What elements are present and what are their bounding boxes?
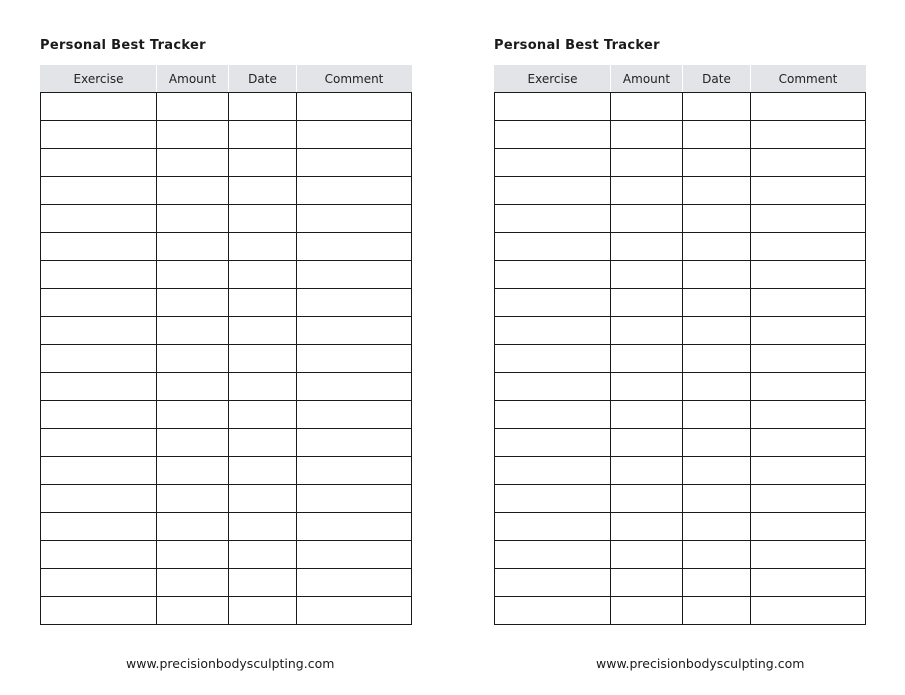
amount-cell[interactable] <box>611 597 683 625</box>
date-cell[interactable] <box>229 177 297 205</box>
comment-cell[interactable] <box>751 233 866 261</box>
comment-cell[interactable] <box>297 401 412 429</box>
exercise-cell[interactable] <box>41 121 157 149</box>
amount-cell[interactable] <box>611 177 683 205</box>
table-row <box>41 317 412 345</box>
comment-cell[interactable] <box>751 401 866 429</box>
comment-cell[interactable] <box>297 121 412 149</box>
table-body <box>41 93 412 625</box>
header-row <box>41 65 412 93</box>
date-cell[interactable] <box>229 93 297 121</box>
exercise-cell[interactable] <box>495 513 611 541</box>
comment-cell[interactable] <box>297 261 412 289</box>
comment-cell[interactable] <box>751 569 866 597</box>
table-row <box>495 457 866 485</box>
amount-cell[interactable] <box>157 205 229 233</box>
date-cell[interactable] <box>229 233 297 261</box>
exercise-cell[interactable] <box>41 261 157 289</box>
table-row <box>495 513 866 541</box>
comment-cell[interactable] <box>751 289 866 317</box>
comment-cell[interactable] <box>297 485 412 513</box>
table-row <box>495 121 866 149</box>
date-cell[interactable] <box>683 261 751 289</box>
comment-cell[interactable] <box>751 429 866 457</box>
table-row <box>41 597 412 625</box>
exercise-cell[interactable] <box>495 541 611 569</box>
amount-cell[interactable] <box>611 205 683 233</box>
table-row <box>495 205 866 233</box>
exercise-cell[interactable] <box>41 597 157 625</box>
table-row <box>495 541 866 569</box>
date-cell[interactable] <box>683 597 751 625</box>
date-cell[interactable] <box>229 149 297 177</box>
comment-cell[interactable] <box>751 541 866 569</box>
date-cell[interactable] <box>683 345 751 373</box>
comment-cell[interactable] <box>297 233 412 261</box>
date-cell[interactable] <box>229 401 297 429</box>
exercise-cell[interactable] <box>41 205 157 233</box>
comment-cell[interactable] <box>751 205 866 233</box>
comment-cell[interactable] <box>751 373 866 401</box>
table-row <box>41 485 412 513</box>
amount-cell[interactable] <box>157 93 229 121</box>
table-row <box>41 93 412 121</box>
column-header-comment: Comment <box>297 65 412 93</box>
table-row <box>41 233 412 261</box>
comment-cell[interactable] <box>751 485 866 513</box>
comment-cell[interactable] <box>297 569 412 597</box>
table-row <box>495 485 866 513</box>
date-cell[interactable] <box>229 289 297 317</box>
table-row <box>495 261 866 289</box>
sheet-title: Personal Best Tracker <box>494 38 660 53</box>
table-row <box>41 345 412 373</box>
amount-cell[interactable] <box>157 513 229 541</box>
exercise-cell[interactable] <box>495 177 611 205</box>
exercise-cell[interactable] <box>41 429 157 457</box>
column-header-exercise: Exercise <box>41 65 157 93</box>
tracker-sheet-right <box>494 0 866 695</box>
exercise-cell[interactable] <box>41 401 157 429</box>
date-cell[interactable] <box>229 513 297 541</box>
date-cell[interactable] <box>683 485 751 513</box>
exercise-cell[interactable] <box>41 93 157 121</box>
exercise-cell[interactable] <box>495 373 611 401</box>
website-footer: www.precisionbodysculpting.com <box>596 656 805 671</box>
date-cell[interactable] <box>229 429 297 457</box>
column-header-amount: Amount <box>611 65 683 93</box>
table-row <box>495 401 866 429</box>
date-cell[interactable] <box>683 149 751 177</box>
comment-cell[interactable] <box>297 345 412 373</box>
comment-cell[interactable] <box>297 457 412 485</box>
amount-cell[interactable] <box>611 261 683 289</box>
table-row <box>495 149 866 177</box>
exercise-cell[interactable] <box>495 93 611 121</box>
exercise-cell[interactable] <box>495 485 611 513</box>
amount-cell[interactable] <box>157 457 229 485</box>
date-cell[interactable] <box>683 401 751 429</box>
amount-cell[interactable] <box>157 233 229 261</box>
amount-cell[interactable] <box>611 289 683 317</box>
table-row <box>495 289 866 317</box>
amount-cell[interactable] <box>611 513 683 541</box>
header-row <box>495 65 866 93</box>
exercise-cell[interactable] <box>495 429 611 457</box>
exercise-cell[interactable] <box>495 597 611 625</box>
column-header-date: Date <box>229 65 297 93</box>
date-cell[interactable] <box>683 177 751 205</box>
date-cell[interactable] <box>229 373 297 401</box>
comment-cell[interactable] <box>297 541 412 569</box>
comment-cell[interactable] <box>297 149 412 177</box>
exercise-cell[interactable] <box>41 345 157 373</box>
exercise-cell[interactable] <box>41 485 157 513</box>
comment-cell[interactable] <box>751 261 866 289</box>
amount-cell[interactable] <box>611 149 683 177</box>
comment-cell[interactable] <box>297 205 412 233</box>
comment-cell[interactable] <box>751 317 866 345</box>
exercise-cell[interactable] <box>495 233 611 261</box>
date-cell[interactable] <box>683 289 751 317</box>
table-row <box>41 177 412 205</box>
comment-cell[interactable] <box>751 93 866 121</box>
comment-cell[interactable] <box>297 373 412 401</box>
amount-cell[interactable] <box>157 121 229 149</box>
exercise-cell[interactable] <box>495 289 611 317</box>
date-cell[interactable] <box>229 569 297 597</box>
date-cell[interactable] <box>683 373 751 401</box>
website-footer: www.precisionbodysculpting.com <box>126 656 335 671</box>
amount-cell[interactable] <box>611 541 683 569</box>
comment-cell[interactable] <box>751 513 866 541</box>
exercise-cell[interactable] <box>41 457 157 485</box>
comment-cell[interactable] <box>297 177 412 205</box>
date-cell[interactable] <box>229 317 297 345</box>
comment-cell[interactable] <box>751 121 866 149</box>
date-cell[interactable] <box>683 569 751 597</box>
table-row <box>41 457 412 485</box>
comment-cell[interactable] <box>751 457 866 485</box>
exercise-cell[interactable] <box>495 569 611 597</box>
date-cell[interactable] <box>683 513 751 541</box>
table-row <box>495 345 866 373</box>
comment-cell[interactable] <box>297 289 412 317</box>
amount-cell[interactable] <box>157 569 229 597</box>
date-cell[interactable] <box>229 261 297 289</box>
amount-cell[interactable] <box>611 401 683 429</box>
comment-cell[interactable] <box>751 149 866 177</box>
date-cell[interactable] <box>683 205 751 233</box>
amount-cell[interactable] <box>157 541 229 569</box>
table-row <box>41 373 412 401</box>
amount-cell[interactable] <box>157 149 229 177</box>
amount-cell[interactable] <box>157 373 229 401</box>
amount-cell[interactable] <box>611 93 683 121</box>
amount-cell[interactable] <box>611 121 683 149</box>
table-row <box>41 513 412 541</box>
exercise-cell[interactable] <box>495 401 611 429</box>
sheet-title: Personal Best Tracker <box>40 38 206 53</box>
exercise-cell[interactable] <box>495 205 611 233</box>
amount-cell[interactable] <box>157 429 229 457</box>
amount-cell[interactable] <box>157 261 229 289</box>
table-body <box>495 93 866 625</box>
date-cell[interactable] <box>683 541 751 569</box>
column-header-date: Date <box>683 65 751 93</box>
comment-cell[interactable] <box>751 177 866 205</box>
exercise-cell[interactable] <box>41 317 157 345</box>
exercise-cell[interactable] <box>495 345 611 373</box>
amount-cell[interactable] <box>611 373 683 401</box>
tracker-sheet-left <box>40 0 412 695</box>
amount-cell[interactable] <box>611 569 683 597</box>
amount-cell[interactable] <box>611 345 683 373</box>
table-row <box>495 233 866 261</box>
date-cell[interactable] <box>229 541 297 569</box>
date-cell[interactable] <box>683 233 751 261</box>
exercise-cell[interactable] <box>495 457 611 485</box>
exercise-cell[interactable] <box>41 233 157 261</box>
exercise-cell[interactable] <box>41 513 157 541</box>
date-cell[interactable] <box>683 429 751 457</box>
date-cell[interactable] <box>683 457 751 485</box>
table-row <box>495 569 866 597</box>
table-row <box>41 401 412 429</box>
exercise-cell[interactable] <box>495 261 611 289</box>
amount-cell[interactable] <box>157 401 229 429</box>
comment-cell[interactable] <box>297 93 412 121</box>
exercise-cell[interactable] <box>41 541 157 569</box>
date-cell[interactable] <box>229 457 297 485</box>
amount-cell[interactable] <box>611 429 683 457</box>
exercise-cell[interactable] <box>495 317 611 345</box>
exercise-cell[interactable] <box>41 177 157 205</box>
comment-cell[interactable] <box>751 597 866 625</box>
date-cell[interactable] <box>229 121 297 149</box>
exercise-cell[interactable] <box>41 373 157 401</box>
comment-cell[interactable] <box>297 317 412 345</box>
date-cell[interactable] <box>683 93 751 121</box>
exercise-cell[interactable] <box>495 121 611 149</box>
exercise-cell[interactable] <box>41 569 157 597</box>
date-cell[interactable] <box>229 485 297 513</box>
comment-cell[interactable] <box>297 429 412 457</box>
exercise-cell[interactable] <box>495 149 611 177</box>
amount-cell[interactable] <box>157 177 229 205</box>
table-row <box>41 149 412 177</box>
exercise-cell[interactable] <box>41 149 157 177</box>
table-row <box>41 261 412 289</box>
comment-cell[interactable] <box>297 597 412 625</box>
tracker-table <box>494 65 866 625</box>
date-cell[interactable] <box>683 317 751 345</box>
exercise-cell[interactable] <box>41 289 157 317</box>
table-row <box>495 429 866 457</box>
comment-cell[interactable] <box>297 513 412 541</box>
amount-cell[interactable] <box>157 345 229 373</box>
amount-cell[interactable] <box>157 485 229 513</box>
amount-cell[interactable] <box>611 457 683 485</box>
table-row <box>41 541 412 569</box>
column-header-exercise: Exercise <box>495 65 611 93</box>
date-cell[interactable] <box>229 205 297 233</box>
table-row <box>41 289 412 317</box>
amount-cell[interactable] <box>611 485 683 513</box>
date-cell[interactable] <box>229 345 297 373</box>
amount-cell[interactable] <box>157 289 229 317</box>
amount-cell[interactable] <box>157 317 229 345</box>
table-row <box>41 121 412 149</box>
table-row <box>495 317 866 345</box>
table-row <box>495 177 866 205</box>
comment-cell[interactable] <box>751 345 866 373</box>
amount-cell[interactable] <box>611 317 683 345</box>
column-header-amount: Amount <box>157 65 229 93</box>
date-cell[interactable] <box>229 597 297 625</box>
table-row <box>41 205 412 233</box>
table-row <box>41 569 412 597</box>
amount-cell[interactable] <box>611 233 683 261</box>
amount-cell[interactable] <box>157 597 229 625</box>
date-cell[interactable] <box>683 121 751 149</box>
tracker-table <box>40 65 412 625</box>
table-row <box>495 93 866 121</box>
column-header-comment: Comment <box>751 65 866 93</box>
table-row <box>495 597 866 625</box>
table-row <box>41 429 412 457</box>
table-row <box>495 373 866 401</box>
